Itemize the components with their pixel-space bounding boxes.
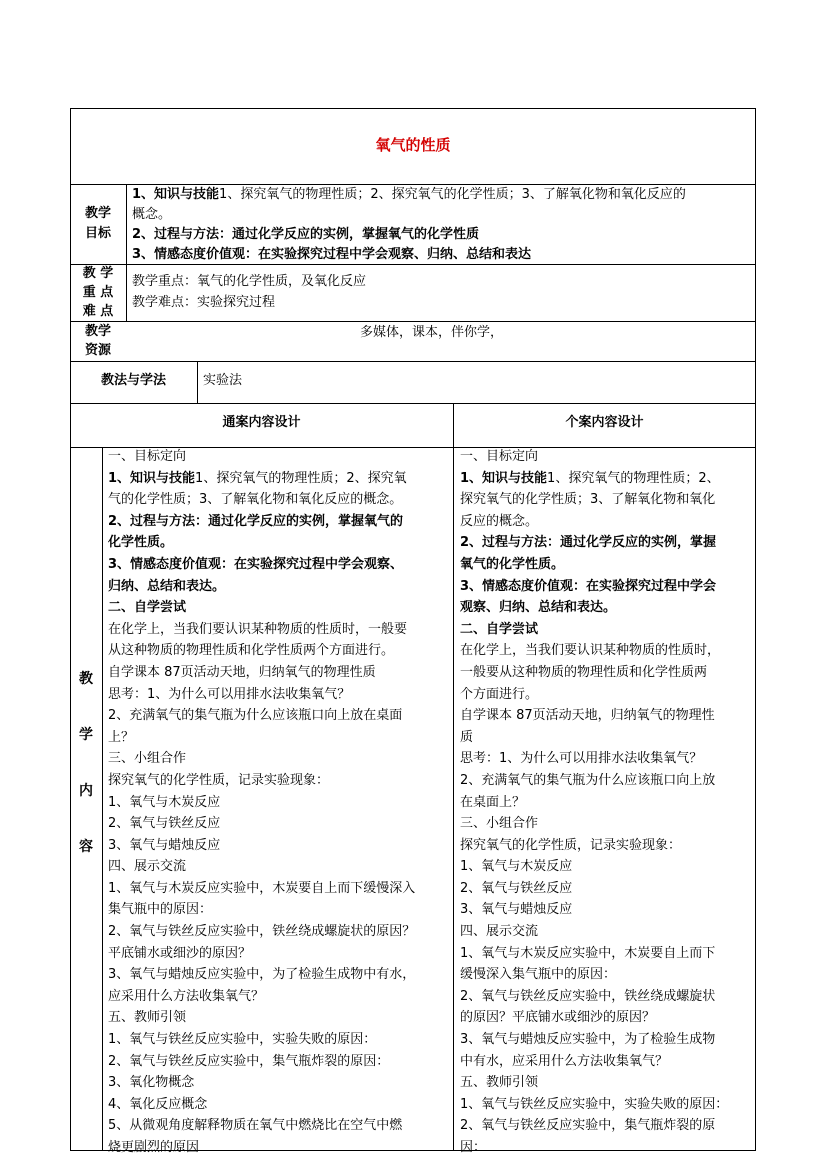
content-line: 2、充满氧气的集气瓶为什么应该瓶口向上放 (460, 772, 716, 788)
content-line: 3、氧气与蜡烛反应实验中，为了检验生成物 (460, 1032, 716, 1048)
side-label-char: 学 (79, 727, 93, 743)
content-line: 3、氧气与蜡烛反应 (460, 902, 573, 918)
content-line: 从这种物质的物理性质和化学性质两个方面进行。 (108, 643, 395, 659)
method-label: 教法与学法 (100, 373, 166, 388)
content-line: 2、氧气与铁丝反应实验中，集气瓶炸裂的原因： (108, 1053, 390, 1069)
content-line: 1、氧气与铁丝反应实验中，实验失败的原因： (108, 1032, 377, 1048)
goals-content (132, 185, 754, 265)
key-points-label-line3: 难 点 (82, 304, 114, 319)
key-points-content (132, 271, 752, 313)
content-line: 因： (460, 1140, 487, 1155)
resources-text: 多媒体，课本，伴你学， (360, 325, 504, 340)
content-line: 二、自学尝试 (460, 621, 539, 637)
goals-knowledge-text: 1、探究氧气的物理性质；2、探究氧气的化学性质；3、了解氧化物和氧化反应的 (219, 187, 686, 202)
content-line: 五、教师引领 (108, 1010, 187, 1026)
row-divider (70, 361, 756, 362)
content-line: 在桌面上？ (460, 794, 526, 810)
content-line: 集气瓶中的原因： (108, 902, 213, 918)
content-line: 质 (460, 729, 474, 745)
key-points-label (70, 264, 126, 321)
content-line: 3、情感态度价值观：在实验探究过程中学会 (460, 578, 717, 594)
content-line: 思考：1、为什么可以用排水法收集氧气？ (460, 751, 703, 767)
content-line: 自学课本 87页活动天地，归纳氧气的物理性质 (108, 664, 376, 680)
goals-label (70, 204, 126, 244)
side-label-char: 容 (79, 839, 93, 855)
goals-label-line1: 教学 (84, 206, 111, 221)
goals-knowledge-cont: 概念。 (132, 207, 172, 222)
key-points-label-line2: 重 点 (82, 285, 114, 300)
general-design-content (108, 446, 450, 1159)
content-line: 3、氧气与蜡烛反应实验中，为了检验生成物中有水， (108, 967, 416, 983)
content-line: 三、小组合作 (108, 751, 187, 767)
content-line: 二、自学尝试 (108, 600, 187, 616)
content-line: 探究氧气的化学性质，记录实验现象： (108, 772, 330, 788)
content-line: 2、过程与方法：通过化学反应的实例，掌握氧气的 (108, 513, 404, 529)
table-border-right (755, 108, 756, 1151)
content-line: 2、氧气与铁丝反应实验中，铁丝绕成螺旋状的原因？ (108, 924, 416, 940)
content-line: 的原因？平底铺水或细沙的原因？ (460, 1010, 656, 1026)
content-line: 1、氧气与铁丝反应实验中，实验失败的原因： (460, 1096, 729, 1112)
goals-label-line2: 目标 (84, 226, 111, 241)
content-line: 四、展示交流 (460, 924, 539, 940)
content-line: 一般要从这种物质的物理性质和化学性质两 (460, 664, 708, 680)
row-divider (70, 321, 756, 322)
side-label-divider (102, 447, 103, 1151)
content-line: 一、目标定向 (460, 449, 539, 464)
general-design-header: 通案内容设计 (222, 415, 301, 430)
content-line: 五、教师引领 (460, 1075, 539, 1091)
content-line: 2、氧气与铁丝反应 (108, 816, 221, 832)
content-line: 探究氧气的化学性质；3、了解氧化物和氧化 (460, 492, 716, 508)
content-line: 3、情感态度价值观：在实验探究过程中学会观察、 (108, 556, 404, 572)
content-line: 中有水，应采用什么方法收集氧气？ (460, 1053, 669, 1069)
method-text: 实验法 (203, 373, 243, 388)
content-line-text: 1、探究氧气的物理性质；2、 (547, 470, 720, 486)
lesson-plan-table (70, 108, 756, 1155)
content-line: 观察、归纳、总结和表达。 (460, 600, 617, 616)
content-line (460, 468, 752, 490)
individual-design-header: 个案内容设计 (565, 415, 644, 430)
content-line-heading: 1、知识与技能 (108, 470, 196, 486)
content-line: 1、氧气与木炭反应实验中，木炭要自上而下 (460, 945, 716, 961)
page-title: 氧气的性质 (375, 136, 451, 154)
teaching-difficulty: 教学难点：实验探究过程 (132, 295, 276, 310)
content-line: 3、氧化物概念 (108, 1075, 195, 1091)
side-label-char: 教 (79, 671, 93, 687)
content-line: 在化学上，当我们要认识某种物质的性质时， (460, 643, 721, 659)
side-label-char: 内 (79, 783, 93, 799)
individual-design-content (460, 446, 752, 1159)
content-line: 思考：1、为什么可以用排水法收集氧气？ (108, 686, 351, 702)
content-line: 3、氧气与蜡烛反应 (108, 837, 221, 853)
key-points-label-line1: 教 学 (82, 266, 114, 281)
method-column-divider (197, 361, 198, 403)
table-border-top (70, 108, 756, 109)
design-column-divider (453, 403, 454, 1151)
content-line: 4、氧化反应概念 (108, 1096, 208, 1112)
content-line: 1、氧气与木炭反应 (108, 794, 221, 810)
teaching-content-label (70, 668, 102, 892)
content-line: 2、氧气与铁丝反应实验中，集气瓶炸裂的原 (460, 1118, 716, 1134)
content-line: 自学课本 87页活动天地，归纳氧气的物理性 (460, 708, 715, 724)
content-line: 缓慢深入集气瓶中的原因： (460, 967, 617, 983)
content-line: 气的化学性质；3、了解氧化物和氧化反应的概念。 (108, 492, 403, 508)
content-line: 平底铺水或细沙的原因？ (108, 945, 252, 961)
content-line-heading: 1、知识与技能 (460, 470, 548, 486)
content-line: 氧气的化学性质。 (460, 556, 565, 572)
content-line (108, 468, 450, 490)
goals-process-method: 2、过程与方法：通过化学反应的实例，掌握氧气的化学性质 (132, 227, 480, 242)
content-line: 归纳、总结和表达。 (108, 578, 226, 594)
content-line: 个方面进行。 (460, 686, 539, 702)
content-line: 2、氧气与铁丝反应实验中，铁丝绕成螺旋状 (460, 988, 716, 1004)
goals-knowledge-heading: 1、知识与技能 (132, 187, 220, 202)
content-line: 一、目标定向 (108, 449, 187, 464)
teaching-focus: 教学重点：氧气的化学性质，及氧化反应 (132, 274, 367, 289)
content-line: 三、小组合作 (460, 816, 539, 832)
content-line: 烧更剧烈的原因 (108, 1140, 200, 1155)
content-line: 上？ (108, 729, 135, 745)
content-line: 化学性质。 (108, 535, 174, 551)
content-line: 2、过程与方法：通过化学反应的实例，掌握 (460, 535, 717, 551)
content-line: 应采用什么方法收集氧气？ (108, 988, 265, 1004)
content-line: 四、展示交流 (108, 859, 187, 875)
label-column-divider (126, 184, 127, 321)
content-line: 在化学上，当我们要认识某种物质的性质时，一般要 (108, 621, 408, 637)
content-line: 5、从微观角度解释物质在氧气中燃烧比在空气中燃 (108, 1118, 403, 1134)
resources-label-line1: 教学 (84, 324, 111, 339)
resources-label-line2: 资源 (84, 343, 111, 358)
content-line: 2、充满氧气的集气瓶为什么应该瓶口向上放在桌面 (108, 708, 403, 724)
content-line-text: 1、探究氧气的物理性质；2、探究氧 (195, 470, 407, 486)
content-line: 1、氧气与木炭反应实验中，木炭要自上而下缓慢深入 (108, 880, 416, 896)
content-line: 反应的概念。 (460, 513, 539, 529)
row-divider (70, 403, 756, 404)
resources-label (70, 322, 126, 360)
content-line: 探究氧气的化学性质，记录实验现象： (460, 837, 682, 853)
content-line: 1、氧气与木炭反应 (460, 859, 573, 875)
goals-emotion-values: 3、情感态度价值观：在实验探究过程中学会观察、归纳、总结和表达 (132, 247, 532, 262)
content-line: 2、氧气与铁丝反应 (460, 880, 573, 896)
